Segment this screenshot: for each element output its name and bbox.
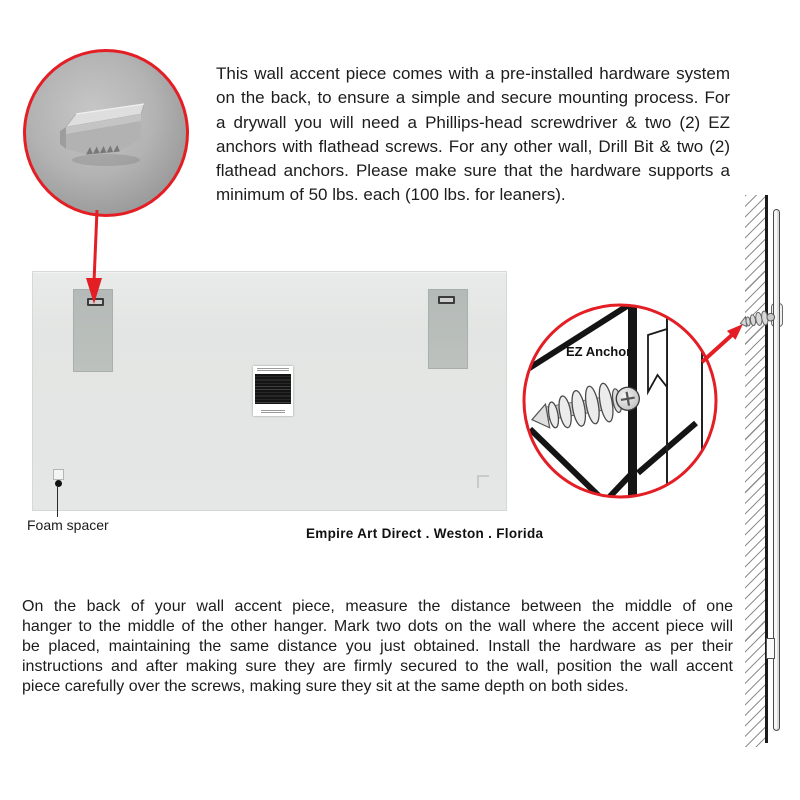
label-header-lines [257, 368, 289, 372]
brand-line: Empire Art Direct . Weston . Florida [306, 526, 544, 541]
text-line: a drywall you will need a Phillips-head screwdriver & two (2) EZ [216, 112, 730, 132]
text-line: This wall accent piece comes with a pre-installed hardware system [216, 64, 730, 83]
ez-anchor-magnifier-circle [520, 301, 720, 501]
corner-protector-icon [477, 475, 489, 488]
text-line: hanger to the middle of the other hanger. Mark two dots on the wall where the accent piece will [22, 617, 733, 635]
ez-anchor-label: EZ Anchor [566, 344, 632, 359]
lower-spacer-bracket-icon [766, 638, 775, 659]
text-line: minimum of 50 lbs. each (100 lbs. for leaners). [216, 185, 566, 205]
hanger-clip-magnifier-circle [23, 49, 189, 217]
wall-hatch-section [745, 195, 765, 747]
text-line: anchors with flathead screws. For any other wall, Drill Bit & two (2) [216, 136, 730, 156]
text-line: piece carefully over the screws, making sure they sit at the same depth on both sides. [22, 677, 629, 695]
hanger-bracket-right-icon [438, 296, 455, 304]
intro-paragraph [216, 62, 730, 208]
foam-spacer-leader-line [57, 487, 58, 517]
text-line: be placed, maintaining the same distance you just obtained. Install the hardware as per their [22, 637, 733, 655]
text-line: instructions and after making sure they are firmly secured to the wall, position the wall accent [22, 657, 733, 675]
instructions-paragraph [22, 597, 733, 697]
foam-spacer-label: Foam spacer [27, 517, 109, 533]
installed-anchor-icon [738, 304, 778, 332]
label-footer-lines [261, 410, 285, 413]
product-label [253, 366, 293, 416]
text-line: flathead anchors. Please make sure that the hardware supports a [216, 161, 730, 181]
text-line: on the back, to ensure a simple and secure mounting process. For [216, 88, 730, 108]
foam-spacer-icon [53, 469, 64, 480]
clip-callout-arrow-icon [80, 208, 110, 308]
wall-surface-line [765, 195, 768, 743]
hanger-clip-icon [56, 97, 156, 172]
label-text-block [255, 374, 291, 404]
text-line: On the back of your wall accent piece, measure the distance between the middle of one [22, 598, 733, 615]
foam-spacer-dot [55, 480, 62, 487]
